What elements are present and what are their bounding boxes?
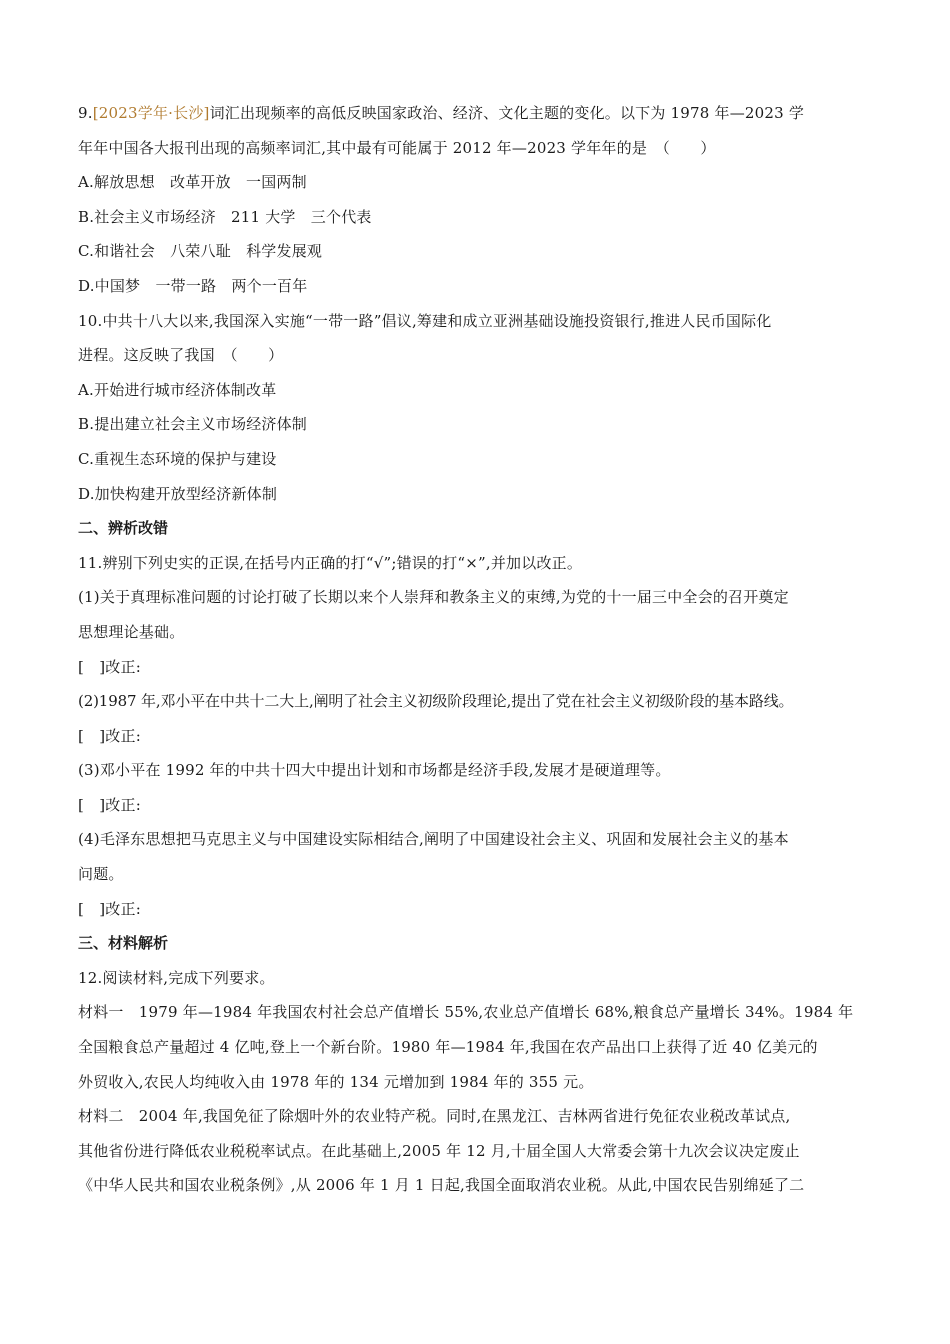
q9-option-a: A.解放思想 改革开放 一国两制 (78, 173, 307, 192)
q11-item4-line2: 问题。 (78, 865, 124, 884)
section-heading-material-analysis: 三、材料解析 (78, 934, 169, 953)
q10-stem-line2: 进程。这反映了我国 （ ） (78, 346, 284, 365)
q9-stem-line1 (78, 96, 878, 131)
q10-option-b: B.提出建立社会主义市场经济体制 (78, 415, 307, 434)
q11-item1-line2: 思想理论基础。 (78, 622, 185, 641)
q12-stem: 12.阅读材料,完成下列要求。 (78, 968, 275, 987)
q9-option-d: D.中国梦 一带一路 两个一百年 (78, 276, 308, 295)
q11-item4-correction: [ ]改正: (78, 899, 141, 918)
q10-option-d: D.加快构建开放型经济新体制 (78, 484, 278, 503)
section-heading-error-correction: 二、辨析改错 (78, 519, 169, 538)
q9-stem-text1: 词汇出现频率的高低反映国家政治、经济、文化主题的变化。以下为 1978 年—2023 学 (209, 104, 805, 122)
q11-item3-line1: (3)邓小平在 1992 年的中共十四大中提出计划和市场都是经济手段,发展才是硬道理等。 (78, 761, 671, 780)
q12-material1-line3: 外贸收入,农民人均纯收入由 1978 年的 134 元增加到 1984 年的 355 元。 (78, 1072, 594, 1091)
q12-material1-line2: 全国粮食总产量超过 4 亿吨,登上一个新台阶。1980 年—1984 年,我国在农产品出口上获得了近 40 亿美元的 (78, 1038, 818, 1057)
q10-stem-line1: 10.中共十八大以来,我国深入实施“一带一路”倡议,筹建和成立亚洲基础设施投资银行,推进人民币国际化 (78, 311, 772, 330)
q12-material2-line1: 材料二 2004 年,我国免征了除烟叶外的农业特产税。同时,在黑龙江、吉林两省进行免征农业税改革试点, (78, 1107, 791, 1126)
q11-item4-line1: (4)毛泽东思想把马克思主义与中国建设实际相结合,阐明了中国建设社会主义、巩固和发展社会主义的基本 (78, 830, 789, 849)
q12-material2-line3: 《中华人民共和国农业税条例》,从 2006 年 1 月 1 日起,我国全面取消农业税。从此,中国农民告别绵延了二 (78, 1176, 805, 1195)
q11-item2-line1: (2)1987 年,邓小平在中共十二大上,阐明了社会主义初级阶段理论,提出了党在社会主义初级阶段的基本路线。 (78, 692, 794, 711)
q10-option-c: C.重视生态环境的保护与建设 (78, 449, 277, 468)
q9-number: 9. (78, 104, 93, 122)
q11-stem: 11.辨别下列史实的正误,在括号内正确的打“√”;错误的打“×”,并加以改正。 (78, 553, 583, 572)
q11-item1-correction: [ ]改正: (78, 657, 141, 676)
q9-source-tag: [2023学年·长沙] (92, 104, 210, 122)
q11-item2-correction: [ ]改正: (78, 726, 141, 745)
q11-item3-correction: [ ]改正: (78, 795, 141, 814)
q10-option-a: A.开始进行城市经济体制改革 (78, 380, 277, 399)
q9-option-b: B.社会主义市场经济 211 大学 三个代表 (78, 207, 372, 226)
q12-material2-line2: 其他省份进行降低农业税税率试点。在此基础上,2005 年 12 月,十届全国人大常委会第十九次会议决定废止 (78, 1141, 800, 1160)
q11-item1-line1: (1)关于真理标准问题的讨论打破了长期以来个人崇拜和教条主义的束缚,为党的十一届三中全会的召开奠定 (78, 588, 789, 607)
q9-stem-line2: 年年中国各大报刊出现的高频率词汇,其中最有可能属于 2012 年—2023 学年年的是 （ ） (78, 138, 716, 157)
q9-option-c: C.和谐社会 八荣八耻 科学发展观 (78, 242, 323, 261)
q12-material1-line1: 材料一 1979 年—1984 年我国农村社会总产值增长 55%,农业总产值增长 68%,粮食总产量增长 34%。1984 年 (78, 1003, 854, 1022)
document-page (78, 96, 878, 1203)
